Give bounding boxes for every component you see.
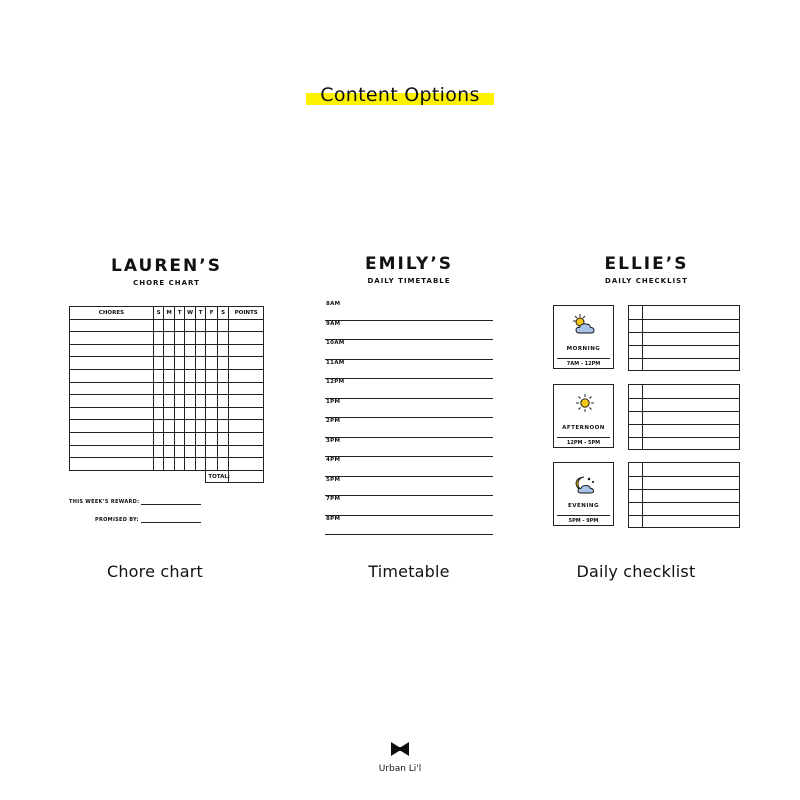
- timetable-caption: Timetable: [368, 562, 450, 581]
- chore-cell: [174, 395, 184, 408]
- chore-row: [70, 344, 264, 357]
- chore-cell: [185, 332, 195, 345]
- chore-cell: [229, 382, 264, 395]
- slot-afternoon-divider: [557, 437, 610, 438]
- slot-afternoon-label: AFTERNOON: [562, 425, 605, 431]
- chore-cell: [195, 432, 205, 445]
- timetable-time-label: 9AM: [326, 320, 341, 327]
- chore-cell: [195, 332, 205, 345]
- chore-cell: [164, 344, 174, 357]
- reward-label: THIS WEEK’S REWARD:: [69, 499, 140, 505]
- chore-cell: [174, 357, 184, 370]
- chore-cell: [229, 357, 264, 370]
- chore-cell: [217, 344, 229, 357]
- chore-cell: [174, 369, 184, 382]
- chore-cell: [153, 357, 163, 370]
- chore-cell: [195, 357, 205, 370]
- col-thu: T: [195, 307, 205, 320]
- chore-cell: [206, 357, 218, 370]
- chore-cell: [185, 382, 195, 395]
- chore-cell: [174, 344, 184, 357]
- chore-cell: [164, 432, 174, 445]
- timetable-row: [325, 476, 493, 497]
- chore-cell: [206, 332, 218, 345]
- timetable-row: [325, 320, 493, 341]
- timetable-row: [325, 378, 493, 399]
- chore-cell: [195, 445, 205, 458]
- chore-cell: [174, 420, 184, 433]
- chore-cell: [206, 420, 218, 433]
- chore-row: [70, 319, 264, 332]
- chore-cell: [229, 319, 264, 332]
- chore-cell: [217, 420, 229, 433]
- col-tue: T: [174, 307, 184, 320]
- chore-cell: [153, 458, 163, 471]
- chore-cell: [229, 420, 264, 433]
- timetable-time-label: 11AM: [326, 359, 345, 366]
- chore-caption: Chore chart: [106, 562, 204, 581]
- chore-cell: [206, 407, 218, 420]
- timetable-time-label: 8PM: [326, 515, 341, 522]
- chore-cell: [164, 319, 174, 332]
- chore-cell: [153, 407, 163, 420]
- slot-morning-label: MORNING: [566, 346, 601, 352]
- col-sun: S: [153, 307, 163, 320]
- chore-row: [70, 432, 264, 445]
- heading-text: Content Options: [320, 84, 480, 106]
- chore-cell: [70, 458, 154, 471]
- sun-icon: [575, 393, 595, 413]
- chore-cell: [153, 420, 163, 433]
- chore-cell: [229, 332, 264, 345]
- chore-cell: [229, 458, 264, 471]
- chore-cell: [70, 369, 154, 382]
- chore-cell: [185, 407, 195, 420]
- chore-cell: [195, 382, 205, 395]
- chore-cell: [164, 369, 174, 382]
- timetable-row: [325, 417, 493, 438]
- chore-cell: [174, 458, 184, 471]
- check-list-evening: [628, 462, 740, 528]
- chore-cell: [195, 344, 205, 357]
- chore-cell: [153, 344, 163, 357]
- chore-cell: [206, 458, 218, 471]
- slot-evening-label: EVENING: [567, 503, 600, 509]
- chore-cell: [164, 458, 174, 471]
- chore-cell: [217, 407, 229, 420]
- chore-cell: [229, 344, 264, 357]
- chore-cell: [164, 407, 174, 420]
- chore-cell: [217, 369, 229, 382]
- chore-cell: [206, 319, 218, 332]
- moon-cloud-icon: [572, 474, 598, 496]
- heading-wrap: [0, 82, 800, 108]
- chore-cell: [153, 332, 163, 345]
- col-fri: F: [206, 307, 218, 320]
- chore-cell: [164, 420, 174, 433]
- chore-row: [70, 420, 264, 433]
- timetable-time-label: 8AM: [326, 301, 341, 307]
- timetable-time-label: 12PM: [326, 379, 345, 385]
- partly-sunny-icon: [571, 313, 599, 337]
- slot-morning-time: 7AM - 12PM: [566, 361, 601, 367]
- slot-morning-divider: [557, 358, 610, 359]
- chore-cell: [229, 432, 264, 445]
- chore-total-row: [70, 470, 264, 483]
- promised-line: [141, 516, 201, 523]
- chore-cell: [153, 445, 163, 458]
- chore-cell: [195, 395, 205, 408]
- chore-cell: [164, 332, 174, 345]
- timetable-row: [325, 456, 493, 477]
- chore-cell: [206, 395, 218, 408]
- timetable-time-label: 2PM: [326, 418, 341, 424]
- page-heading: [312, 82, 487, 108]
- check-list-afternoon: [628, 384, 740, 450]
- slot-evening-divider: [557, 515, 610, 516]
- chore-cell: [229, 395, 264, 408]
- chore-cell: [217, 445, 229, 458]
- chore-cell: [70, 357, 154, 370]
- chore-row: [70, 332, 264, 345]
- chore-cell: [153, 382, 163, 395]
- chore-cell: [174, 407, 184, 420]
- promised-label: PROMISED BY:: [95, 517, 139, 523]
- col-wed: W: [185, 307, 195, 320]
- total-label-cell: [206, 470, 229, 483]
- chore-cell: [185, 420, 195, 433]
- col-chores: CHORES: [70, 307, 154, 320]
- chore-cell: [174, 319, 184, 332]
- bow-tie-icon: [391, 742, 409, 756]
- promised-row: [95, 516, 201, 523]
- chore-cell: [217, 458, 229, 471]
- chore-cell: [185, 395, 195, 408]
- timetable-row: [325, 300, 493, 321]
- chore-table: [69, 306, 264, 483]
- chore-subtitle: CHORE CHART: [133, 279, 200, 287]
- chore-cell: [70, 407, 154, 420]
- chore-cell: [217, 432, 229, 445]
- checklist-title: ELLIE’S: [604, 254, 689, 274]
- timetable-row: [325, 437, 493, 458]
- chore-cell: [195, 407, 205, 420]
- timetable-title: EMILY’S: [364, 254, 454, 274]
- chore-cell: [70, 395, 154, 408]
- slot-afternoon-time: 12PM - 5PM: [566, 440, 601, 446]
- chore-cell: [185, 357, 195, 370]
- chore-header-row: [70, 307, 264, 320]
- chore-cell: [229, 445, 264, 458]
- timetable-time-label: 4PM: [326, 457, 341, 463]
- chore-title: LAUREN’S: [111, 256, 222, 276]
- reward-row: [69, 498, 201, 505]
- col-sat: S: [217, 307, 229, 320]
- chore-cell: [70, 344, 154, 357]
- chore-cell: [185, 445, 195, 458]
- chore-cell: [229, 407, 264, 420]
- chore-cell: [70, 420, 154, 433]
- chore-cell: [174, 332, 184, 345]
- total-spacer: [70, 470, 206, 483]
- timetable-time-label: 7PM: [326, 496, 341, 502]
- chore-cell: [206, 432, 218, 445]
- timetable-time-label: 10AM: [326, 340, 345, 346]
- chore-body: [70, 319, 264, 470]
- chore-cell: [174, 382, 184, 395]
- chore-row: [70, 357, 264, 370]
- chore-cell: [164, 395, 174, 408]
- chore-cell: [195, 369, 205, 382]
- chore-cell: [217, 319, 229, 332]
- chore-row: [70, 382, 264, 395]
- chore-cell: [70, 445, 154, 458]
- chore-cell: [206, 344, 218, 357]
- chore-row: [70, 395, 264, 408]
- chore-cell: [217, 395, 229, 408]
- chore-cell: [70, 319, 154, 332]
- timetable-subtitle: DAILY TIMETABLE: [367, 277, 451, 285]
- chore-cell: [70, 332, 154, 345]
- brand-name: Urban Li'l: [378, 764, 422, 774]
- slot-evening-time: 5PM - 9PM: [568, 518, 599, 524]
- chore-cell: [195, 420, 205, 433]
- reward-line: [141, 498, 201, 505]
- chore-cell: [164, 382, 174, 395]
- chore-cell: [70, 382, 154, 395]
- timetable-time-label: 5PM: [326, 476, 341, 483]
- chore-cell: [195, 458, 205, 471]
- slot-afternoon: [553, 384, 614, 448]
- chore-cell: [185, 432, 195, 445]
- chore-cell: [217, 382, 229, 395]
- chore-cell: [164, 357, 174, 370]
- chore-cell: [185, 319, 195, 332]
- chore-row: [70, 407, 264, 420]
- chore-cell: [195, 319, 205, 332]
- checklist-subtitle: DAILY CHECKLIST: [605, 277, 688, 285]
- chore-row: [70, 445, 264, 458]
- chore-cell: [206, 382, 218, 395]
- timetable-row: [325, 515, 493, 536]
- check-list-morning: [628, 305, 740, 371]
- chore-cell: [229, 369, 264, 382]
- chore-cell: [217, 357, 229, 370]
- timetable-time-label: 1PM: [326, 398, 341, 405]
- chore-cell: [153, 319, 163, 332]
- chore-row: [70, 369, 264, 382]
- chore-cell: [174, 432, 184, 445]
- timetable-time-label: 3PM: [326, 437, 341, 444]
- chore-cell: [206, 445, 218, 458]
- slot-evening: [553, 462, 614, 526]
- chore-cell: [174, 445, 184, 458]
- chore-cell: [153, 369, 163, 382]
- col-mon: M: [164, 307, 174, 320]
- timetable-row: [325, 339, 493, 360]
- chore-row: [70, 458, 264, 471]
- col-points: POINTS: [229, 307, 264, 320]
- total-label: TOTAL:: [208, 473, 231, 480]
- chore-cell: [217, 332, 229, 345]
- chore-cell: [185, 458, 195, 471]
- checklist-caption: Daily checklist: [576, 562, 696, 581]
- timetable-row: [325, 398, 493, 419]
- timetable-row: [325, 495, 493, 516]
- chore-cell: [206, 369, 218, 382]
- timetable-row: [325, 359, 493, 380]
- slot-morning: [553, 305, 614, 369]
- chore-cell: [70, 432, 154, 445]
- chore-cell: [185, 369, 195, 382]
- total-value-cell: [229, 470, 264, 483]
- chore-cell: [185, 344, 195, 357]
- chore-cell: [153, 432, 163, 445]
- chore-cell: [164, 445, 174, 458]
- chore-cell: [153, 395, 163, 408]
